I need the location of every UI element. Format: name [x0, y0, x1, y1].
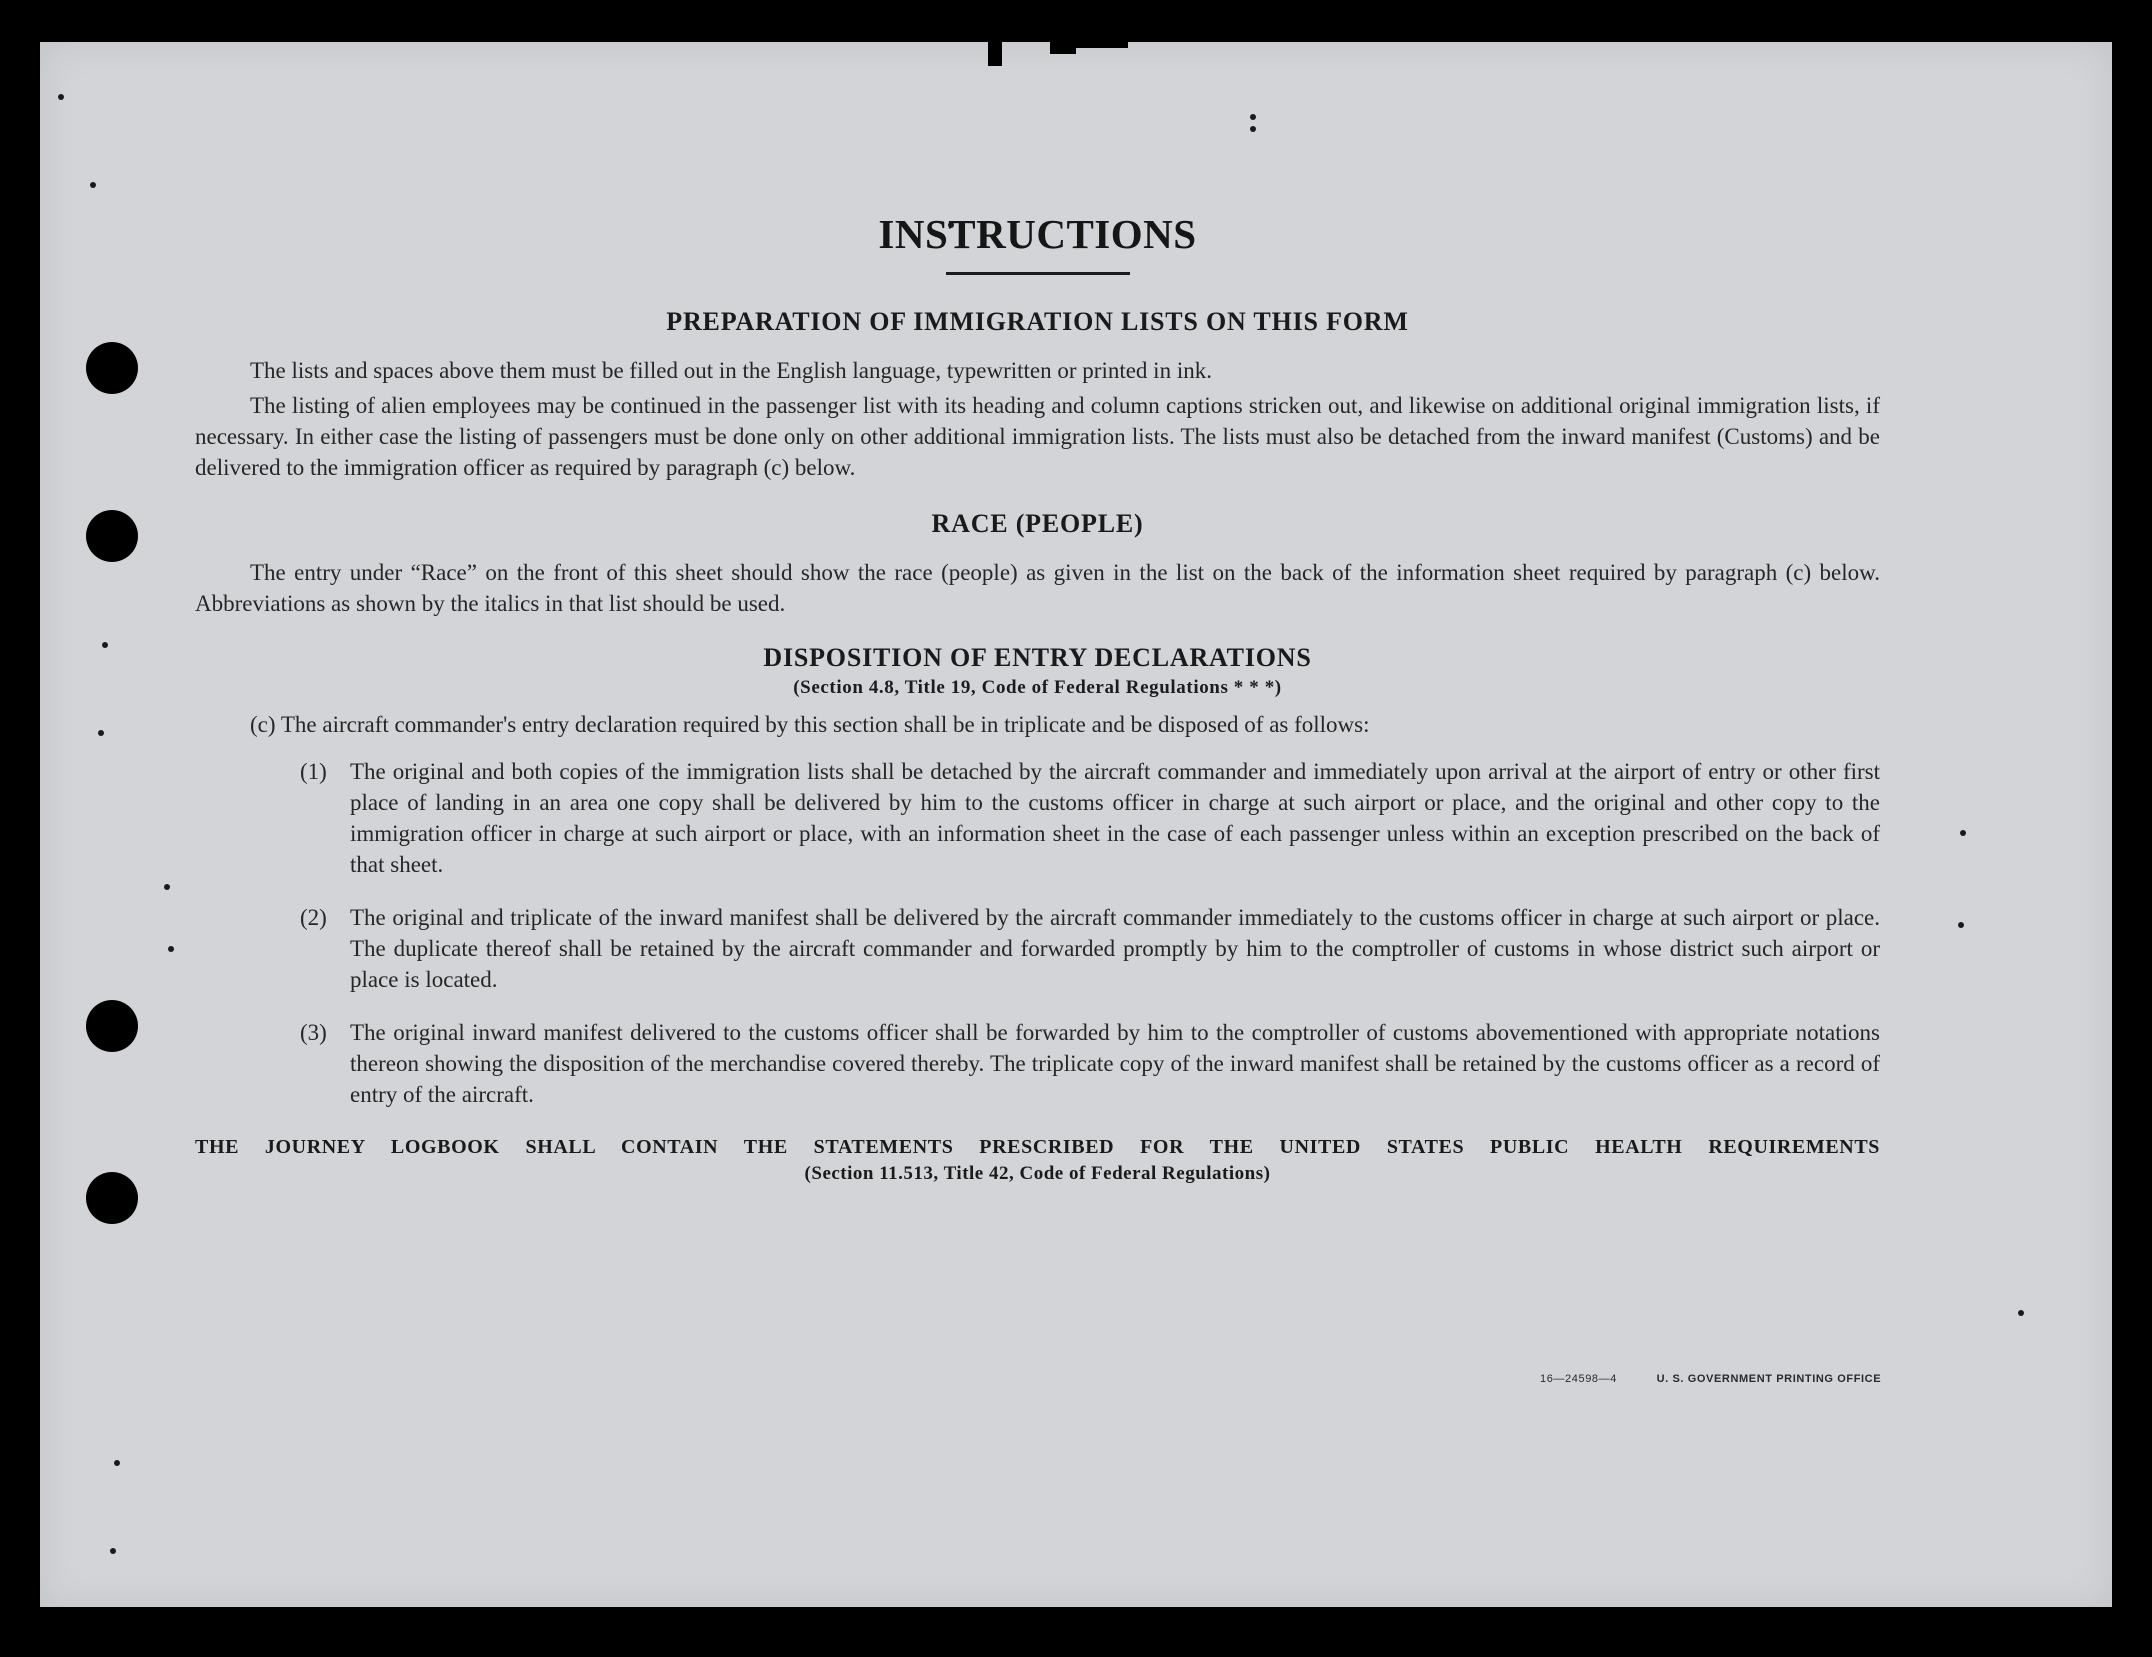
race-heading: RACE (PEOPLE): [931, 509, 1144, 538]
disposition-heading: DISPOSITION OF ENTRY DECLARATIONS: [763, 643, 1312, 672]
preparation-paragraph-1: The lists and spaces above them must be filled out in the English language, typewritten or printed in ink.: [250, 358, 1212, 383]
paper-tear: [988, 40, 1002, 66]
punch-hole: [86, 1172, 138, 1224]
item-text: The original inward manifest delivered to the customs officer shall be forwarded by him to the comptroller of customs abovementioned with appropriate notations thereon showing the disposition of the merchandise covered thereby. The triplicate copy of the inward manifest shall be retained by the customs officer as a record of entry of the aircraft.: [350, 1020, 1880, 1107]
clause-label: (c): [250, 712, 276, 737]
speck: [110, 1548, 116, 1554]
speck: [1960, 830, 1966, 836]
item-text: The original and both copies of the immigration lists shall be detached by the aircraft commander and immediately upon arrival at the airport of entry or other first place of landing in an area one copy shall be delivered by him to the customs officer in charge at such airport or place, and the original and other copy to the immigration officer in charge at such airport or place, with an information sheet in the case of each passenger unless within an exception prescribed on the back of that sheet.: [350, 759, 1880, 877]
item-number: (2): [300, 905, 327, 930]
instructions-content: [195, 210, 1880, 1185]
clause-text: The aircraft commander's entry declaration required by this section shall be in triplicate and be disposed of as follows:: [280, 712, 1370, 737]
speck: [2018, 1310, 2024, 1316]
race-paragraph: The entry under “Race” on the front of this sheet should show the race (people) as given in the list on the back of the information sheet required by paragraph (c) below. Abbreviations as shown by the italics in that list should be used.: [195, 560, 1880, 616]
speck: [1250, 126, 1256, 132]
speck: [90, 182, 96, 188]
speck: [114, 1460, 120, 1466]
item-number: (1): [300, 759, 327, 784]
punch-hole: [86, 510, 138, 562]
health-requirements-statement: THE JOURNEY LOGBOOK SHALL CONTAIN THE STATEMENTS PRESCRIBED FOR THE UNITED STATES PUBLIC HEALTH REQUIREMENTS: [195, 1136, 1880, 1158]
item-text: The original and triplicate of the inward manifest shall be delivered by the aircraft commander immediately to the customs officer in charge at such airport or place. The duplicate thereof shall be retained by the aircraft commander and forwarded promptly by him to the comptroller of customs in whose district such airport or place is located.: [350, 905, 1880, 992]
item-number: (3): [300, 1020, 327, 1045]
list-item: [300, 1017, 1880, 1110]
page-title: INSTRUCTIONS: [878, 211, 1197, 257]
title-rule: [946, 272, 1130, 275]
imprint-code: 16—24598—4: [1540, 1373, 1617, 1385]
speck: [1958, 922, 1964, 928]
health-requirements-citation: (Section 11.513, Title 42, Code of Federal Regulations): [804, 1163, 1271, 1184]
list-item: [300, 902, 1880, 995]
speck: [164, 884, 170, 890]
punch-hole: [86, 1000, 138, 1052]
paper-tear: [1050, 40, 1076, 54]
speck: [102, 642, 108, 648]
preparation-paragraph-2: The listing of alien employees may be continued in the passenger list with its heading and column captions stricken out, and likewise on additional original immigration lists, if necessary. In either case the listing of passengers must be done only on other additional immigration lists. The lists must also be detached from the inward manifest (Customs) and be delivered to the immigration officer as required by paragraph (c) below.: [195, 393, 1880, 480]
punch-hole: [86, 342, 138, 394]
list-item: [300, 756, 1880, 880]
printing-imprint: [1540, 1373, 1881, 1385]
paper-tear: [1076, 40, 1128, 48]
speck: [168, 946, 174, 952]
disposition-citation: (Section 4.8, Title 19, Code of Federal Regulations * * *): [793, 677, 1282, 698]
speck: [98, 730, 104, 736]
preparation-heading: PREPARATION OF IMMIGRATION LISTS ON THIS FORM: [666, 307, 1409, 336]
clause-c: [250, 709, 1880, 740]
imprint-office: U. S. GOVERNMENT PRINTING OFFICE: [1656, 1373, 1882, 1385]
speck: [58, 94, 64, 100]
speck: [1250, 114, 1256, 120]
